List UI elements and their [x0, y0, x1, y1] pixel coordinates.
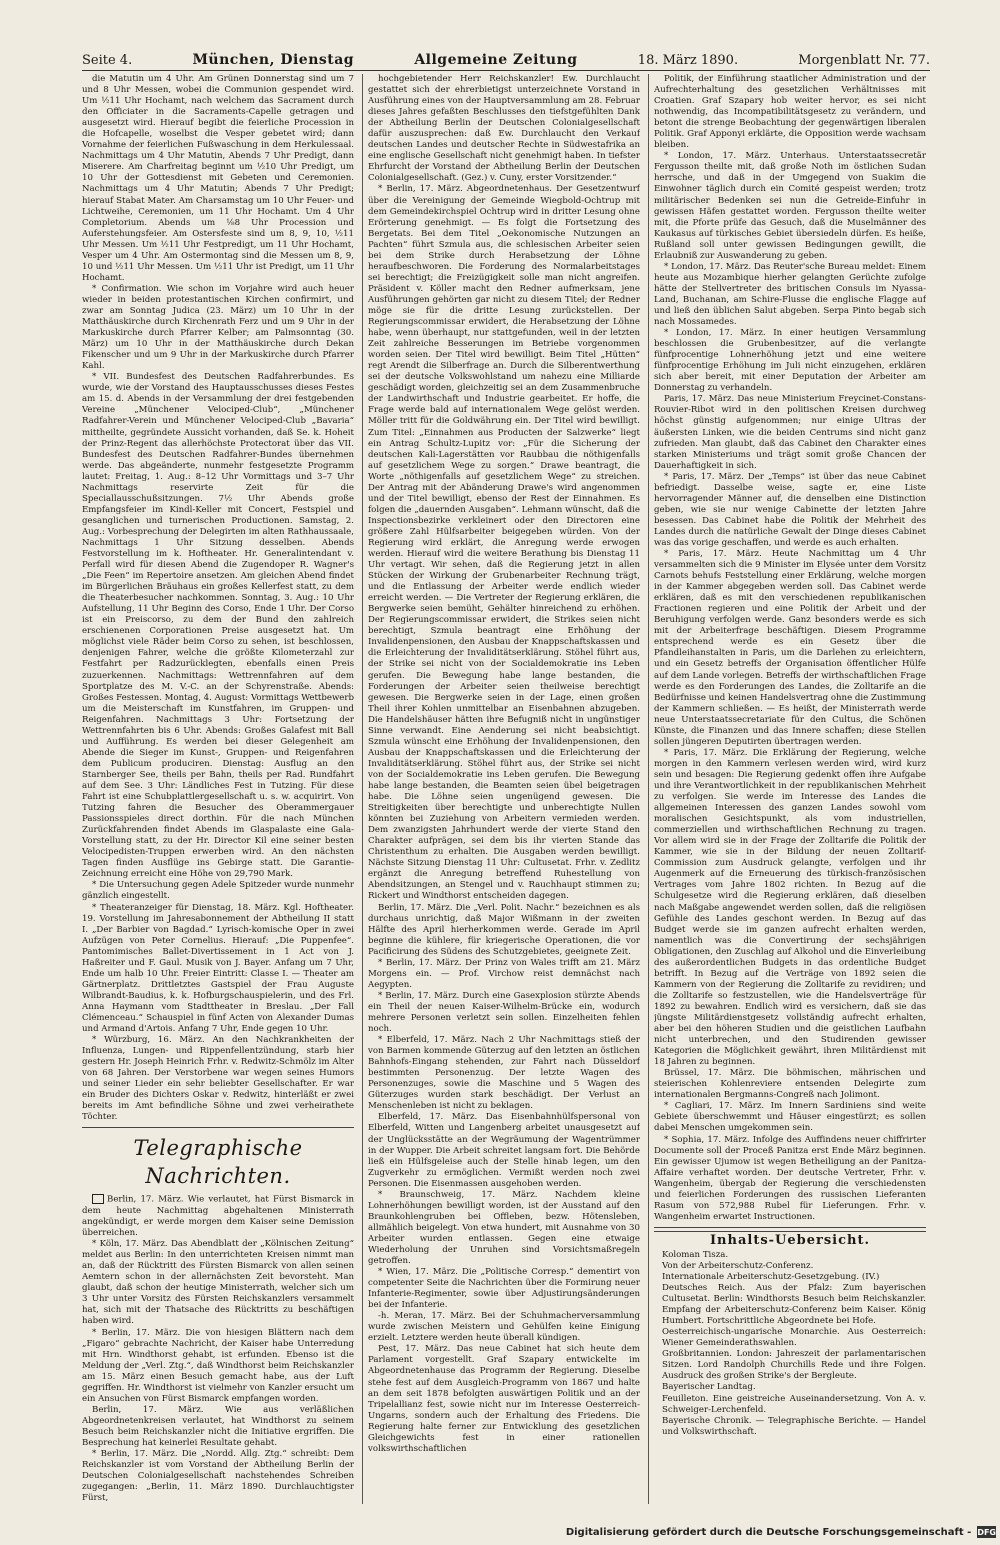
issue-date: 18. März 1890. [637, 53, 739, 68]
column-3 [654, 74, 926, 1504]
article-paragraph: Elberfeld, 17. März. Das Eisenbahnhülfspersonal von Elberfeld, Witten und Langenberg arbeitet unausgesetzt auf der Unglücksstätte an der Wegräumung der Wagentrümmer in der Wupper. Die Arbeit schreitet langsam fort. Die Behörde ließ ein Hülfsgeleise auch der Stelle hinab legen, um den Zugverkehr zu ermöglichen. Vermißt werden noch zwei Personen. Die Eisenmassen ausgehoben werden. [368, 1112, 640, 1189]
article-paragraph: * London, 17. März. Unterhaus. Unterstaatssecretär Fergusson theilte mit, daß große Noth im östlichen Sudan herrsche, und daß in der Umgegend von Suakim die Einwohner täglich durch ein Comité gespeist werden; trotz militärischer Bedenken sei nun die Getreide-Einfuhr in gewissen Häfen gestattet worden. Fergusson theilte weiter mit, die Pforte prüfe das Gesuch, daß die Muselmänner des Kaukasus auf türkisches Gebiet übersiedeln dürfen. Es heiße, Rußland soll unter gewissen Bedingungen gewillt, die Erlaubniß zur Auswanderung zu geben. [654, 151, 926, 261]
article-paragraph: * Paris, 17. März. Heute Nachmittag um 4 Uhr versammelten sich die 9 Minister im Elysée unter dem Vorsitz Carnots behufs Feststellung einer Erklärung, welche morgen in der Kammer abgegeben werden soll. Das Cabinet werde erklären, daß es mit den verschiedenen republikanischen Fractionen regieren und eine Politik der Arbeit und der Beruhigung verfolgen werde. Ganz besonders werde es sich mit der Arbeiterfrage beschäftigen. Diesem Programme entsprechend werde es ein Gesetz über die Pfandleihanstalten in Paris, um die Darlehen zu erleichtern, und ein Gesetz betreffs der Organisation öffentlicher Hülfe auf dem Lande vorlegen. Betreffs der wirthschaftlichen Frage werde es den Forderungen des Landes, die Zolltarife an die Bedürfnisse und keinen Handelsvertrag ohne die Zustimmung der Kammern schließen. — Es heißt, der Ministerrath werde neue Unterstaatssecretariate für den Cultus, die Schönen Künste, die Finanzen und das Innere schaffen; diese Stellen sollen jüngeren Deputirten übertragen werden. [654, 549, 926, 747]
toc-entry: Oesterreichisch-ungarische Monarchie. Aus Oesterreich: Wiener Gemeinderathswahlen. [662, 1327, 926, 1349]
article-paragraph: Politik, der Einführung staatlicher Administration und der Aufrechterhaltung des gesetzlichen Verhältnisses mit Croatien. Graf Szapary hob weiter hervor, es sei nicht nothwendig, das Incompatibilitätsgesetz zu verändern, und betont die strenge Beobachtung der gegenwärtigen liberalen Politik. Graf Apponyi erklärte, die Opposition werde wachsam bleiben. [654, 74, 926, 151]
table-of-contents [654, 1250, 926, 1438]
newspaper-title: Allgemeine Zeitung [414, 52, 578, 68]
toc-entry: Deutsches Reich. Aus der Pfalz: Zum bayerischen Cultusetat. Berlin: Windthorsts Besuch beim Reichskanzler. Empfang der Arbeiterschutz-Conferenz beim Kaiser. König Humbert. Fortschrittliche Abgeordnete bei Hofe. [662, 1283, 926, 1327]
article-paragraph: * Sophia, 17. März. Infolge des Auffindens neuer chiffrirter Documente soll der Proceß Panitza erst Ende März beginnen. Ein gewisser Ujumow ist wegen Betheiligung an der Panitza-Affaire verhaftet worden. Der deutsche Vertreter, Frhr. v. Wangenheim, übergab der Regierung die verschiedensten und feierlichen Forderungen des russischen Lieferanten Rasum von 572,988 Rubel für Lieferungen. Frhr. v. Wangenheim erwartet Instructionen. [654, 1134, 926, 1222]
header-place-date: München, Dienstag [192, 52, 355, 68]
article-paragraph: -h. Meran, 17. März. Bei der Schuhmacherversammlung wurde zwischen Meistern und Gehülfen keine Einigung erzielt. Letztere werden heute überall kündigen. [368, 1311, 640, 1344]
toc-entry: Von der Arbeiterschutz-Conferenz. [662, 1260, 814, 1271]
article-paragraph: * Braunschweig, 17. März. Nachdem kleine Lohnerhöhungen bewilligt worden, ist der Ausstand auf den Braunkohlengruben bei Offleben, bezw. Hötensleben, allmählich beigelegt. Von etwa hundert, mit Ausnahme von 30 Arbeiter wurden entlassen. Gegen eine etwaige Wiederholung der Unruhen sind Vorsichtsmaßregeln getroffen. [368, 1189, 640, 1267]
article-paragraph: * Confirmation. Wie schon im Vorjahre wird auch heuer wieder in beiden protestantischen Kirchen confirmirt, und zwar am Sonntag Judica (23. März) um 10 Uhr in der Matthäuskirche durch Kirchenrath Ferz und um 9 Uhr in der Markuskirche durch Pfarrer Kelber; am Palmsonntag (30. März) um 10 Uhr in der Matthäuskirche durch Dekan Fikenscher und um 9 Uhr in der Markuskirche durch Pfarrer Kahl. [82, 283, 354, 372]
article-paragraph: * Cagliari, 17. März. Im Innern Sardiniens sind weite Gebiete überschwemmt und Häuser eingestürzt; es sollen dabei Menschen umgekommen sein. [654, 1101, 926, 1134]
article-paragraph: * Wien, 17. März. Die „Politische Corresp.“ dementirt von competenter Seite die Nachrichten über die Formirung neuer Infanterie-Regimenter, sowie über Adjustirungsänderungen bei der Infanterie. [368, 1267, 640, 1311]
telegram-paragraph: Berlin, 17. März. Wie aus verläßlichen Abgeordnetenkreisen verlautet, hat Windthorst zu seinem Besuch beim Reichskanzler nicht die Initiative ergriffen. Die Besprechung hat keinerlei Resultate gehabt. [82, 1404, 354, 1448]
pointing-hand-icon [92, 1194, 104, 1204]
telegram-paragraph [82, 1194, 354, 1239]
article-paragraph: * London, 17. März. In einer heutigen Versammlung beschlossen die Grubenbesitzer, auf die verlangte fünfprocentige Lohnerhöhung jetzt und eine weitere fünfprocentige Erhöhung im Juli nicht einzugehen, erklären sich aber bereit, mit einer Deputation der Arbeiter am Donnerstag zu verhandeln. [654, 328, 926, 394]
telegram-text: Berlin, 17. März. Wie verlautet, hat Fürst Bismarck in dem heute Nachmittag abgehaltenen Ministerrath angekündigt, er werde morgen dem Kaiser seine Demission überreichen. [82, 1194, 354, 1239]
dfg-logo: DFG [977, 1527, 996, 1537]
article-paragraph: Brüssel, 17. März. Die böhmischen, mährischen und steierischen Kohlenreviere entsenden Delegirte zum internationalen Bergmanns-Congreß nach Jolimont. [654, 1068, 926, 1101]
article-paragraph: * Würzburg, 16. März. An den Nachkrankheiten der Influenza, Lungen- und Rippenfellentzündung, starb hier gestern Hr. Joseph Heinrich Frhr. v. Redwitz-Schmölz im Alter von 68 Jahren. Der Verstorbene war wegen seines Humors und seiner Lieder ein sehr beliebter Gesellschafter. Er war ein Bruder des Dichters Oskar v. Redwitz, hinterläßt er zwei bereits im Amt befindliche Söhne und zwei verheirathete Töchter. [82, 1035, 354, 1123]
toc-entry: Internationale Arbeiterschutz-Gesetzgebung. (IV.) [662, 1272, 880, 1283]
telegram-paragraph: * Berlin, 17. März. Die „Nordd. Allg. Ztg.“ schreibt: Dem Reichskanzler ist vom Vorstand der Abtheilung Berlin der Deutschen Colonialgesellschaft nachstehendes Schreiben zugegangen: „Berlin, 11. März 1890. Durchlauchtigster Fürst, [82, 1449, 354, 1504]
page-header [82, 44, 930, 71]
edition-number: Morgenblatt Nr. 77. [798, 53, 930, 68]
digitization-footer [565, 1524, 996, 1540]
column-1 [82, 74, 354, 1504]
column-divider [648, 74, 649, 1504]
toc-entry: Koloman Tisza. [662, 1249, 729, 1260]
article-paragraph: * Paris, 17. März. Die Erklärung der Regierung, welche morgen in den Kammern verlesen werden wird, wird kurz sein und besagen: Die Regierung gedenkt offen ihre Aufgabe und ihre Verantwortlichkeit in der republikanischen Mehrheit zu verfolgen. Sie werde im Interesse des Landes die allgemeinen Interessen des ganzen Landes sowohl vom moralischen Gesichtspunkt, als vom industriellen, commerziellen und wirthschaftlichen Rechnung zu tragen. Vor allem wird sie in der Frage der Zolltarife die Politik der Kammer, wie sie in der Bildung der neuen Zolltarif-Commission zum Ausdruck gelangte, verfolgen und ihr Augenmerk auf die Erneuerung des türkisch-französischen Vertrages vom Jahre 1802 richten. In Bezug auf die Schulgesetze wird die Regierung erklären, daß dieselben nach Maßgabe angewendet werden sollen, daß die religiösen Gefühle des Landes geschont werden. In Bezug auf das Budget werde sie im ganzen aufrecht erhalten werden, namentlich was die Convertirung der sechsjährigen Obligationen, den Zuschlag auf Alkohol und die Einverleibung des außerordentlichen Budgets in das ordentliche Budget betrifft. In Bezug auf die Verträge von 1892 seien die Kammern von der Regierung die Zolltarife zu revidiren; und die Zolltarife so festzustellen, wie die Handelsverträge für 1892 zu bewahren. Endlich wird es versichern, daß sie das jüngste Militärdienstgesetz vollständig aufrecht erhalten, aber bei den höheren Studien und die geistlichen Laufbahn nicht unterbrechen, und den Studirenden gewisser Kategorien die Möglichkeit gewährt, ihren Militärdienst mit 18 Jahren zu beginnen. [654, 747, 926, 1068]
article-paragraph: * London, 17. März. Das Reuter'sche Bureau meldet: Einem heute aus Mozambique hierher gelangten Gerüchte zufolge hätte der Stellvertreter des britischen Consuls im Nyassa-Land, Buchanan, am Schire-Flusse die englische Flagge auf und ließ den üblichen Salut abgeben. Serpa Pinto begab sich nach Mossamedes. [654, 261, 926, 328]
column-divider [362, 74, 363, 1504]
article-paragraph: * Berlin, 17. März. Der Prinz von Wales trifft am 21. März Morgens ein. — Prof. Virchow reist demnächst nach Aegypten. [368, 957, 640, 990]
article-paragraph: * Berlin, 17. März. Durch eine Gasexplosion stürzte Abends ein Theil der neuen Kaiser-Wilhelm-Brücke ein, wodurch mehrere Personen verletzt sein sollen. Einzelheiten fehlen noch. [368, 990, 640, 1035]
article-paragraph: die Matutin um 4 Uhr. Am Grünen Donnerstag sind um 7 und 8 Uhr Messen, wobei die Communion gespendet wird. Um ½11 Uhr Hochamt, nach welchem das Sacrament durch den Officiater in die Sacraments-Capelle getragen und ausgesetzt wird. Hierauf begibt die feierliche Procession in die Hofcapelle, woselbst die Vesper gebetet wird; dann Vornahme der feierlichen Fußwaschung in dem Herkulessaal. Nachmittags um 4 Uhr Matutin, Abends 7 Uhr Predigt, dann Miserere. Am Charfreitag beginnt um ½10 Uhr Predigt, um 10 Uhr der Gottesdienst mit Gebeten und Ceremonien. Nachmittags um 4 Uhr Matutin; Abends 7 Uhr Predigt; hierauf Stabat Mater. Am Charsamstag um 10 Uhr Feuer- und Lichtweihe, Ceremonien, um 11 Uhr Hochamt. Um 4 Uhr Completorium. Abends um ⅛8 Uhr Procession und Auferstehungsfeier. Am Ostersfeste sind um 8, 9, 10, ½11 Uhr Messen. Um ½11 Uhr Festpredigt, um 11 Uhr Hochamt, Vesper um 4 Uhr. Am Ostermontag sind die Messen um 8, 9, 10 und ½11 Uhr Messen. Um ½11 Uhr ist Predigt, um 11 Uhr Hochamt. [82, 74, 354, 283]
toc-entry: Großbritannien. London: Jahreszeit der parlamentarischen Sitzen. Lord Randolph Churchills Rede und ihre Folgen. Ausdruck des großen Strike's der Bergleute. [662, 1349, 926, 1382]
toc-title: Inhalts-Uebersicht. [709, 1232, 871, 1248]
toc-entry: Bayerischer Landtag. [662, 1382, 756, 1393]
telegram-paragraph: * Berlin, 17. März. Die von hiesigen Blättern nach dem „Figaro“ gebrachte Nachricht, der Kaiser habe Unterredung mit Hrn. Windthorst gehabt, ist erfunden. Ebenso ist die Meldung der „Verl. Ztg.“, daß Windthorst beim Reichskanzler am 15. März einen Besuch gemacht habe, aus der Luft gegriffen. Hr. Windthorst ist vielmehr von Kanzler ersucht um ein Ansuchen von Fürst Bismarck empfangen worden. [82, 1327, 354, 1404]
article-paragraph: Paris, 17. März. Das neue Ministerium Freycinet-Constans-Rouvier-Ribot wird in den politischen Kreisen durchweg höchst günstig aufgenommen; nur einige Ultras der äußersten Linken, wie die beiden Centrums sind nicht ganz zufrieden. Man glaubt, daß das Cabinet den Charakter eines starken Ministeriums und trägt somit große Chancen der Dauerhaftigkeit in sich. [654, 394, 926, 471]
article-paragraph: hochgebietender Herr Reichskanzler! Ew. Durchlaucht gestattet sich der ehrerbietigst unterzeichnete Vorstand in Ausführung eines von der Hauptversammlung am 28. Februar dieses Jahres gefaßten Beschlusses den tiefstgefühlten Dank der Abtheilung Berlin der Deutschen Colonialgesellschaft dafür auszusprechen: daß Ew. Durchlaucht den Verkauf deutschen Landes und deutscher Rechte in Südwestafrika an eine englische Gesellschaft nicht genehmigt haben. In tiefster Ehrfurcht der Vorstand der Abtheilung Berlin der Deutschen Colonialgesellschaft. (Gez.) v. Cuny, erster Vorsitzender.“ [368, 74, 640, 184]
article-paragraph: * Elberfeld, 17. März. Nach 2 Uhr Nachmittags stieß der von Barmen kommende Güterzug auf den letzten an östlichen Bahnhofs-Eingang stehenden, zur Fahrt nach Düsseldorf bestimmten Personenzug. Der letzte Wagen des Personenzuges, sowie die Maschine und 5 Wagen des Güterzuges wurden stark beschädigt. Der Verlust an Menschenleben ist nicht zu beklagen. [368, 1035, 640, 1112]
article-paragraph: Pest, 17. März. Das neue Cabinet hat sich heute dem Parlament vorgestellt. Graf Szapary entwickelte im Abgeordnetenhause das Programm der Regierung. Dieselbe stehe fest auf dem Ausgleich-Programm von 1867 und halte an dem seit 1878 befolgten auswärtigen Politik und an der Tripelallianz fest, sowie nicht nur im Interesse Oesterreich-Ungarns, sondern auch der Erhaltung des Friedens. Die Regierung halte ferner zur Entwicklung des gesetzlichen Gleichgewichts fest in einer rationellen volkswirthschaftlichen [368, 1344, 640, 1454]
columns [82, 74, 930, 1504]
article-paragraph: * Berlin, 17. März. Abgeordnetenhaus. Der Gesetzentwurf über die Vereinigung der Gemeinde Wiegbold-Ochtrup mit dem Gemeindekirchspiel Ochtrup wird in dritter Lesung ohne Erörterung genehmigt. — Es folgt die Fortsetzung des Bergetats. Bei dem Titel „Oekonomische Nutzungen an Pachten“ führt Szmula aus, die schlesischen Arbeiter seien bei dem Strike durch Herabsetzung der Löhne heraufbeschworen. Die Forderung des Normalarbeitstages sei berechtigt; die Freizügigkeit solle man nicht angreifen. Präsident v. Köller macht den Redner aufmerksam, jene Ausführungen gehörten gar nicht zu diesem Titel; der Redner möge sie für die dritte Lesung zurückstellen. Der Regierungscommissar erwidert, die Herabsetzung der Löhne habe, wenn überhaupt, nur stattgefunden, weil in der letzten Zeit zahlreiche Besserungen im Betriebe vorgenommen worden seien. Der Titel wird bewilligt. Beim Titel „Hütten“ regt Arendt die Silberfrage an. Durch die Silberentwerthung sei der deutsche Volkswohlstand um nahezu eine Milliarde geschädigt worden, gleichzeitig sei an dem Zusammenbruche der Landwirthschaft und Industrie gearbeitet. Er hoffe, die Frage werde bald auf internationalem Wege gelöst werden. Möller tritt für die Goldwährung ein. Der Titel wird bewilligt. Zum Titel: „Einnahmen aus Producten der Salzwerke“ liegt ein Antrag Schultz-Lupitz vor: „Für die Sicherung der deutschen Kali-Lagerstätten vor Raubbau die nöthigenfalls auf gesetzlichem Wege zu sorgen.“ Drawe beantragt, die Worte „nöthigenfalls auf gesetzlichem Wege“ zu streichen. Der Antrag mit der Abänderung Drawe's wird angenommen und der Titel bewilligt, ebenso der Rest der Einnahmen. Es folgen die „dauernden Ausgaben“. Lehmann wünscht, daß die Inspectionsbezirke verkleinert oder den Directoren eine größere Zahl Hülfsarbeiter beigegeben würden. Von der Regierung wird erklärt, die Anregung werde erwogen werden. Hierauf wird die weitere Berathung bis Dienstag 11 Uhr vertagt. Wir sehen, daß die Regierung jetzt in allen Stücken der Wirkung der Grubenarbeiter Rechnung trägt, und die Entlassung der Arbeiter werde endlich wieder erreicht werden. — Die Vertreter der Regierung erklären, die Bergwerke seien bemüht, Gehälter hinreichend zu erhöhen. Der Regierungscommissar erwidert, die Strikes seien nicht berechtigt, Szmula beantragt eine Erhöhung der Invalidenpensionen, den Ausbau der Knappschaftskassen und die Erleichterung der Invaliditätserklärung. Stöhel führt aus, der Strike sei nicht von der Socialdemokratie ins Leben gerufen. Die Bewegung habe lange bestanden, die Forderungen der Arbeiter seien theilweise berechtigt gewesen. Die Bergwerke seien in der Lage, einen großen Theil ihrer Kohlen unmittelbar an Eisenbahnen abzugeben. Die Handelshäuser hätten ihre Befugniß nicht in ungünstiger Sinne verwandt. Eine Aenderung sei nicht beabsichtigt. Szmula wünscht eine Erhöhung der Invalidenpensionen, den Ausbau der Knappschaftskassen und die Erleichterung der Invaliditätserklärung. Stöhel führt aus, der Strike sei nicht von der Socialdemokratie ins Leben gerufen. Die Bewegung habe lange bestanden, die Beamten seien übel beigetragen habe. Die Löhne seien ungenügend gewesen. Die Streitigkeiten über berechtigte und unberechtigte Nullen könnten bei Zuziehung von Arbeitern vermieden werden. Dem zwanzigsten Jahrhundert werde der vierte Stand den Charakter aufprägen, sei dem bis ihr vierten Stande das Christenthum zu erhalten. Die Ausgaben werden bewilligt. Nächste Sitzung Dienstag 11 Uhr: Cultusetat. Frhr. v. Zedlitz ergänzt die Anregung betreffend Ruhestellung von Abendsitzungen, an Stengel und v. Rauchhaupt stimmen zu; Rickert und Windthorst entscheiden dagegen. [368, 184, 640, 902]
toc-divider [654, 1227, 926, 1232]
page-number: Seite 4. [82, 53, 133, 68]
telegram-paragraph: * Köln, 17. März. Das Abendblatt der „Kölnischen Zeitung“ meldet aus Berlin: In den unterrichteten Kreisen nimmt man an, daß der Rücktritt des Fürsten Bismarck von allen seinen Aemtern schon in der allernächsten Zeit bevorsteht. Man glaubt, daß schon der heutige Ministerrath, welcher sich um 3 Uhr unter Vorsitz des Fürsten Reichskanzlers versammelt hat, sich mit der Thatsache des Rücktritts zu beschäftigen haben wird. [82, 1239, 354, 1327]
funding-credit: Digitalisierung gefördert durch die Deutsche Forschungsgemeinschaft - [565, 1526, 972, 1538]
section-divider [82, 1127, 354, 1128]
article-paragraph: * Theateranzeiger für Dienstag, 18. März. Kgl. Hoftheater. 19. Vorstellung im Jahresabonnement der Abtheilung II statt I. „Der Barbier von Bagdad.“ Lyrisch-komische Oper in zwei Aufzügen von Peter Cornelius. Hierauf: „Die Puppenfee“. Pantomimisches Ballet-Divertissement in 1 Act von J. Haßreiter und F. Gaul. Musik von J. Bayer. Anfang um 7 Uhr, Ende um halb 10 Uhr. Freier Eintritt: Classe I. — Theater am Gärtnerplatz. Drittletztes Gastspiel der Frau Auguste Wilbrandt-Baudius, k. k. Hofburgschauspielerin, und des Frl. Anna Haymann vom Stadttheater in Breslau. „Der Fall Clémenceau.“ Schauspiel in fünf Acten von Alexander Dumas und Armand d'Artois. Anfang 7 Uhr, Ende gegen 10 Uhr. [82, 902, 354, 1035]
article-paragraph: Berlin, 17. März. Die „Verl. Polit. Nachr.“ bezeichnen es als durchaus unrichtig, daß Major Wißmann in der zweiten Hälfte des April hierherkommen werde. Gerade im April beginne die kühlere, für kriegerische Operationen, die vor Pacificirung des Südens des Schutzgebietes, geeignete Zeit. [368, 902, 640, 957]
toc-entry: Bayerische Chronik. — Telegraphische Berichte. — Handel und Volkswirthschaft. [662, 1415, 926, 1437]
article-paragraph: * Die Untersuchung gegen Adele Spitzeder wurde nunmehr gänzlich eingestellt. [82, 880, 354, 902]
toc-entry: Feuilleton. Eine geistreiche Auseinandersetzung. Von A. v. Schweiger-Lerchenfeld. [662, 1393, 926, 1415]
column-2 [368, 74, 640, 1504]
article-paragraph: * VII. Bundesfest des Deutschen Radfahrerbundes. Es wurde, wie der Vorstand des Hauptausschusses dieses Festes am 15. d. Abends in der Versammlung der drei festgebenden Vereine „Münchener Velociped-Club“, „Münchener Radfahrer-Verein und Münchener Velociped-Club „Bavaria“ mittheilte, gegründete Aussicht vorhanden, daß Se. k. Hoheit der Prinz-Regent das allerhöchste Protectorat über das VII. Bundesfest des Deutschen Radfahrer-Bundes übernehmen werde. Das abgeänderte, nunmehr festgesetzte Programm lautet: Freitag, 1. Aug.: 8–12 Uhr Vormittags und 3–7 Uhr Nachmittags reservirte Zeit für die Speciallausschußsitzungen. 7½ Uhr Abends große Empfangsfeier im Kindl-Keller mit Concert, Festspiel und gesanglichen und turnerischen Productionen. Samstag, 2. Aug.: Vorbesprechung der Delegirten im alten Rathhaussaale, Nachmittags 1 Uhr Sitzung desselben. Abends Festvorstellung im k. Hoftheater. Hr. Generalintendant v. Perfall wird für diesen Abend die Zugendoper R. Wagner's „Die Feen“ im Repertoire ansetzen. Am gleichen Abend findet im Bürgerlichen Bräuhaus ein großes Kellerfest statt, zu dem die Theaterbesucher nachkommen. Sonntag, 3. Aug.: 10 Uhr Aufstellung, 11 Uhr Beginn des Corso, Ende 1 Uhr. Der Corso ist ein Preiscorso, zu dem der Bund den zahlreich erschienenen Corporationen Preise ausgesetzt hat. Um möglichst viele Räder beim Corso zu sehen, ist beschlossen, denjenigen Fahrer, welche die größte Kilometerzahl zur Festfahrt per Radzurücklegten, ebenfalls einen Preis zuzuerkennen. Nachmittags: Wettrennfahren auf dem Sportplatze des M. V.-C. an der Schyrenstraße. Abends: Großes Festessen. Montag, 4. August: Vormittags Wettbewerb um die Meisterschaft im Kunstfahren, im Gruppen- und Reigenfahren. Nachmittags 3 Uhr: Fortsetzung der Wettrennfahrten bis 6 Uhr. Abends: Großes Galafest mit Ball und Aufführung. Es werden bei dieser Gelegenheit am Abende die Sieger im Kunst-, Gruppen- und Reigenfahren dem Publicum produciren. Dienstag: Ausflug an den Starnberger See, theils per Bahn, theils per Rad. Rundfahrt auf dem See. 3 Uhr: Ländliches Fest in Tutzing. Für diese Fahrt ist eine Schubplattlergesellschaft u. s. w. acquirirt. Von Tutzing fahren die Besucher des Oberammergauer Passionsspieles direct dorthin. Für die nach München Zurückfahrenden findet Abends im Glaspalaste eine Gala-Vorstellung statt, zu der Hr. Director Kil eine seiner besten Velocipedisten-Truppen erwerben wird. An den nächsten Tagen finden Ausflüge ins Gebirge statt. Die Garantie-Zeichnung erreicht eine Höhe von 29,790 Mark. [82, 372, 354, 880]
section-title: Telegraphische Nachrichten. [133, 1136, 303, 1189]
article-paragraph: * Paris, 17. März. Der „Temps“ ist über das neue Cabinet befriedigt. Dasselbe weise, sagte er, eine Liste hervorragender Männer auf, die denselben eine Distinction geben, wie sie nur wenige Cabinette der letzten Jahre besessen. Das Cabinet habe die Politik der Mehrheit des Landes durch die natürliche Gewalt der Dinge dieses Cabinet was das vorige geschaffen, und werde es auch erhalten. [654, 471, 926, 548]
